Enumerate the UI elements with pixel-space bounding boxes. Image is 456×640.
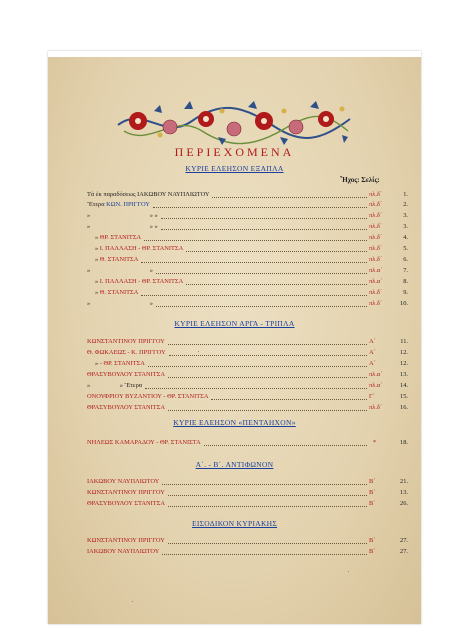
dot-leader [204,445,367,446]
dot-leader [168,344,367,345]
toc-entry [87,359,408,369]
toc-entry-name: ΚΩΝΣΤΑΝΤΙΝΟΥ ΠΡΙΓΓΟΥ [87,338,165,345]
dot-leader [186,284,367,285]
toc-entry-page: 14. [400,382,408,389]
toc-entry-label [87,190,209,200]
toc-entry-label [87,266,153,276]
toc-entry-mode: πλ.δ΄ [369,212,383,219]
toc-entry-name: ΚΩΝ. ΠΡΙΓΓΟΥ [106,201,150,208]
toc-entry-page: 16. [400,404,408,411]
toc-entry-label [87,277,183,287]
section-heading: ΚΥΡΙΕ ΕΛΕΗΣΟΝ ΕΞΑΠΛΑ [185,164,284,173]
floral-border-icon [114,91,354,149]
toc-entry [87,536,408,546]
dot-leader [186,251,367,252]
toc-entry-label [87,370,165,380]
toc-entry-label [87,536,165,546]
toc-entry-page: 10. [400,300,408,307]
toc-entry-page: 3. [403,223,408,230]
dot-leader [161,229,367,230]
toc-entry-prefix: Τὰ ἐκ παραδόσεως [87,191,138,198]
toc-entry-prefix: » [95,234,100,241]
toc-entry [87,488,408,498]
dot-leader [141,262,367,263]
toc-entry-mode: πλ.δ΄ [369,201,383,208]
toc-entry-page: 5. [403,245,408,252]
toc-entry-prefix: » [95,289,100,296]
toc-entry-label [87,255,138,265]
section-heading: ΚΥΡΙΕ ΕΛΕΗΣΟΝ «ΠΕΝΤΑΗΧΟΝ» [173,418,296,427]
toc-entry-prefix: » [95,360,100,367]
toc-entry [87,266,408,276]
toc-entry [87,547,408,557]
toc-entry-label [87,299,153,309]
toc-entry [87,348,408,358]
toc-entry-mode: πλ.α΄ [369,267,383,274]
toc-entry-label [87,233,141,243]
dot-leader [162,554,367,555]
section-heading: ΚΥΡΙΕ ΕΛΕΗΣΟΝ ΑΡΓΑ - ΤΡΙΠΛΑ [174,319,295,328]
toc-entry-page: 13. [400,489,408,496]
page-title: ΠΕΡΙΕΧΟΜΕΝΑ [174,145,295,159]
toc-entry-label [87,438,201,448]
toc-entry-name: ΙΑΚΩΒΟΥ ΝΑΥΠΛΙΩΤΟΥ [87,548,160,555]
toc-entry-name: Ι. ΠΑΛΛΑΣΗ - ΘΡ. ΣΤΑΝΙΤΣΑ [99,278,184,285]
dot-leader [168,543,367,544]
toc-entry-page: 8. [403,278,408,285]
toc-entry-mode: Α΄ [369,349,376,356]
toc-entry-mode: Β΄ [369,478,376,485]
toc-entry-label [87,200,150,210]
toc-entry-label [87,222,158,232]
toc-entry [87,244,408,254]
toc-entry-name: - ΘΡ. ΣΤΑΝΙΤΣΑ [99,360,145,367]
toc-entry-mode: πλ.δ΄ [369,223,383,230]
toc-entry-page: 7. [403,267,408,274]
toc-entry-name: Θ. ΣΤΑΝΙΤΣΑ [99,256,139,263]
toc-entry-label [87,403,165,413]
section-heading: Α΄. - Β΄. ΑΝΤΙΦΩΝΟΝ [195,460,274,469]
dot-leader [168,495,367,496]
toc-entry-name: ΘΡΑΣΥΒΟΥΛΟΥ ΣΤΑΝΙΤΣΑ [87,500,166,507]
toc-entry-page: 15. [400,393,408,400]
toc-entry-name: ΙΑΚΩΒΟΥ ΝΑΥΠΛΙΩΤΟΥ [87,478,160,485]
toc-entry-mode: πλ.δ΄ [369,289,383,296]
toc-entry-prefix: » [87,300,92,307]
toc-entry-page: 9. [403,289,408,296]
toc-entry-mode: * [373,439,377,446]
toc-entry-prefix: » [95,278,100,285]
dot-leader [168,506,367,507]
toc-entry-page: 6. [403,256,408,263]
toc-entry-mode: Α΄ [369,360,376,367]
toc-entry-prefix: » [87,267,92,274]
toc-entry-mode: πλ.δ΄ [369,245,383,252]
toc-entry-name: ΙΑΚΩΒΟΥ ΝΑΥΠΛΙΩΤΟΥ [137,191,210,198]
toc-entry-mode: Α΄ [369,338,376,345]
toc-entry-mode: πλ.δ΄ [369,404,383,411]
dot-leader [156,306,367,307]
toc-entry-name: » [149,300,153,307]
toc-entry [87,299,408,309]
toc-entry-mode: πλ.δ΄ [369,256,383,263]
toc-entry [87,381,408,391]
toc-entry-name: » [149,267,153,274]
toc-entry-page: 4. [403,234,408,241]
toc-entry-label [87,381,142,391]
toc-entry-page: 11. [400,338,408,345]
toc-entry [87,277,408,287]
dot-leader [162,484,367,485]
toc-entry [87,222,408,232]
toc-entry-mode: Β΄ [369,548,376,555]
toc-entry-name: ΘΡΑΣΥΒΟΥΛΟΥ ΣΤΑΝΙΤΣΑ [87,404,166,411]
dot-leader [168,410,367,411]
dot-leader [144,240,367,241]
toc-entry [87,392,408,402]
toc-entry-page: 18. [400,439,408,446]
toc-entry-mode: Β΄ [369,500,376,507]
toc-entry [87,200,408,210]
toc-entry-prefix: » [87,382,92,389]
toc-entry-page: 12. [400,349,408,356]
toc-entry-name: ΚΩΝΣΤΑΝΤΙΝΟΥ ΠΡΙΓΓΟΥ [87,537,165,544]
toc-entry-prefix: » [87,212,92,219]
toc-entry [87,477,408,487]
toc-entry-name: ΘΡΑΣΥΒΟΥΛΟΥ ΣΤΑΝΙΤΣΑ [87,371,166,378]
dot-leader [145,388,367,389]
toc-entry-name: » Ἕτερα [119,382,143,389]
toc-entry-page: 3. [403,212,408,219]
toc-entry-page: 27. [400,548,408,555]
dot-leader [153,207,367,208]
dot-leader [156,273,367,274]
toc-entry [87,337,408,347]
dot-leader [161,218,367,219]
column-header: Ἦχος: Σελίς: [340,176,380,184]
dot-leader [148,366,367,367]
section-heading: ΕΙΣΟΔΙΚΟΝ ΚΥΡΙΑΚΗΣ [191,519,278,528]
toc-entry [87,403,408,413]
toc-entry-label [87,337,165,347]
toc-entry-mode: πλ.α΄ [369,371,383,378]
toc-entry-mode: πλ.δ΄ [369,300,383,307]
toc-entry [87,499,408,509]
dot-leader [168,377,367,378]
toc-entry-name: » » [149,223,158,230]
toc-entry-page: 1. [403,191,408,198]
toc-entry-page: 13. [400,371,408,378]
toc-entry [87,370,408,380]
toc-entry-label [87,211,158,221]
toc-entry-page: 21. [400,478,408,485]
toc-entry [87,211,408,221]
toc-entry-mode: Β΄ [369,489,376,496]
toc-entry-label [87,499,165,509]
toc-entry [87,233,408,243]
toc-entry-name: ΟΝΟΥΦΡΙΟΥ ΒΥΖΑΝΤΙΟΥ - ΘΡ. ΣΤΑΝΙΤΣΑ [87,393,209,400]
toc-entry-name: » » [149,212,158,219]
toc-entry-label [87,547,159,557]
document-page [48,51,421,624]
toc-entry-name: ΝΗΛΕΩΣ ΚΑΜΑΡΑΔΟΥ - ΘΡ. ΣΤΑΝΙΣΤΑ [87,439,201,446]
toc-entry-prefix: » [95,256,100,263]
toc-entry [87,438,408,448]
toc-entry-page: 12. [400,360,408,367]
toc-entry-name: ΚΩΝΣΤΑΝΤΙΝΟΥ ΠΡΙΓΓΟΥ [87,489,165,496]
dot-leader [211,399,367,400]
toc-entry-label [87,477,159,487]
toc-entry-page: 26. [400,500,408,507]
toc-entry-mode: πλ.δ΄ [369,191,383,198]
toc-entry-label [87,359,145,369]
toc-entry-prefix: » [95,245,100,252]
toc-entry-mode: πλ.α΄ [369,382,383,389]
toc-entry-label [87,244,183,254]
toc-entry-mode: πλ.α΄ [369,278,383,285]
toc-entry-label [87,392,208,402]
dot-leader [169,355,367,356]
toc-entry-page: 2. [403,201,408,208]
toc-entry-page: 27. [400,537,408,544]
toc-entry-mode: πλ.δ΄ [369,234,383,241]
toc-entry-name: ΘΡ. ΣΤΑΝΙΤΣΑ [99,234,142,241]
toc-entry-label [87,348,166,358]
toc-entry-name: Θ. ΦΩΚΑΕΩΣ - Κ. ΠΡΙΓΓΟΥ [87,349,166,356]
toc-entry-prefix: » [87,223,92,230]
dot-leader [141,295,367,296]
toc-entry [87,288,408,298]
toc-entry-label [87,488,165,498]
toc-entry [87,190,408,200]
toc-entry-name: Θ. ΣΤΑΝΙΤΣΑ [99,289,139,296]
toc-entry-name: Ι. ΠΑΛΛΑΣΗ - ΘΡ. ΣΤΑΝΙΤΣΑ [99,245,184,252]
toc-entry [87,255,408,265]
dot-leader [212,197,367,198]
toc-entry-mode: Β΄ [369,537,376,544]
toc-entry-mode: Γ΄ [369,393,375,400]
toc-entry-prefix: Ἕτερα [87,201,107,208]
toc-entry-label [87,288,138,298]
